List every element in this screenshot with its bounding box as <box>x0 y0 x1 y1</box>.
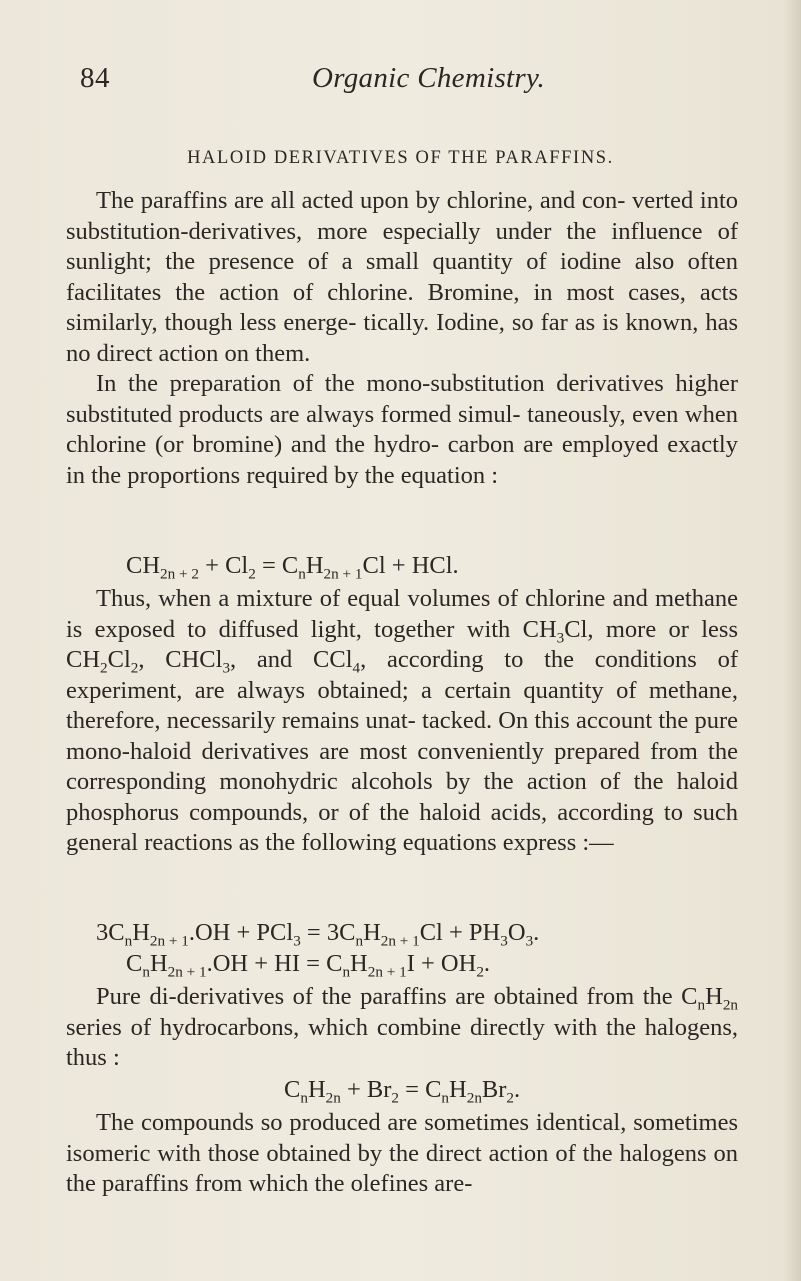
body-block-3 <box>66 982 738 1074</box>
body-block-1 <box>66 186 738 491</box>
equation-2: $3C_nH_{2n + 1}.OH + PCl_3 = 3C_nH_{2n + 1}Cl + PH_3O_3$. <box>96 919 540 950</box>
body-block-2 <box>66 584 738 859</box>
equation-1: $CH_{2n + 2} + Cl_2 = C_nH_{2n + 1}Cl$ + HCl. <box>126 552 459 583</box>
page-number: 84 <box>80 62 110 94</box>
paragraph-4: Pure di-derivatives of the paraffins are obtained from the $C_nH_{2n}$ series of hydrocarbons, which combine directly with the halogens, thus : <box>66 983 738 1071</box>
equation-4: $C_nH_{2n} + Br_2 = C_nH_{2n}Br_2$. <box>284 1076 521 1107</box>
page-header <box>0 62 801 102</box>
section-heading: HALOID DERIVATIVES OF THE PARAFFINS. <box>187 148 614 168</box>
page-edge-shadow <box>783 0 801 1281</box>
body-block-4 <box>66 1108 738 1200</box>
paragraph-1: The paraffins are all acted upon by chlorine, and con- verted into substitution-derivatives, more especially under the influence of sunlight; the presence of a small quantity of iodine also often facilitates the action of chlorine. Bromine, in most cases, acts similarly, though less energe- tically. Iodine, so far as is known, has no direct action on them. <box>66 187 738 367</box>
running-title: Organic Chemistry. <box>312 62 546 94</box>
paragraph-3: Thus, when a mixture of equal volumes of chlorine and methane is exposed to diffused light, together with $CH_3Cl$, more or less $CH_2Cl_2$, CHCl$_3$, and CCl$_4$, according to the conditions of experiment, are always obtained; a certain quantity of methane, therefore, necessarily remains unat- tacked. On this account the pure mono-haloid derivatives are most conveniently prepared from the corresponding monohydric alcohols by the action of the haloid phosphorus compounds, or of the haloid acids, according to such general reactions as the following equations express :— <box>66 585 738 856</box>
paragraph-5: The compounds so produced are sometimes identical, sometimes isomeric with those obtained by the direct action of the halogens on the paraffins from which the olefines are- <box>66 1109 738 1197</box>
paragraph-2: In the preparation of the mono-substitution derivatives higher substituted products are always formed simul- taneously, even when chlorine (or bromine) and the hydro- carbon are employed exactly in the proportions required by the equation : <box>66 370 738 489</box>
equation-3: $C_nH_{2n + 1}.OH$ + HI = $C_nH_{2n + 1}I + OH_2$. <box>126 950 491 981</box>
